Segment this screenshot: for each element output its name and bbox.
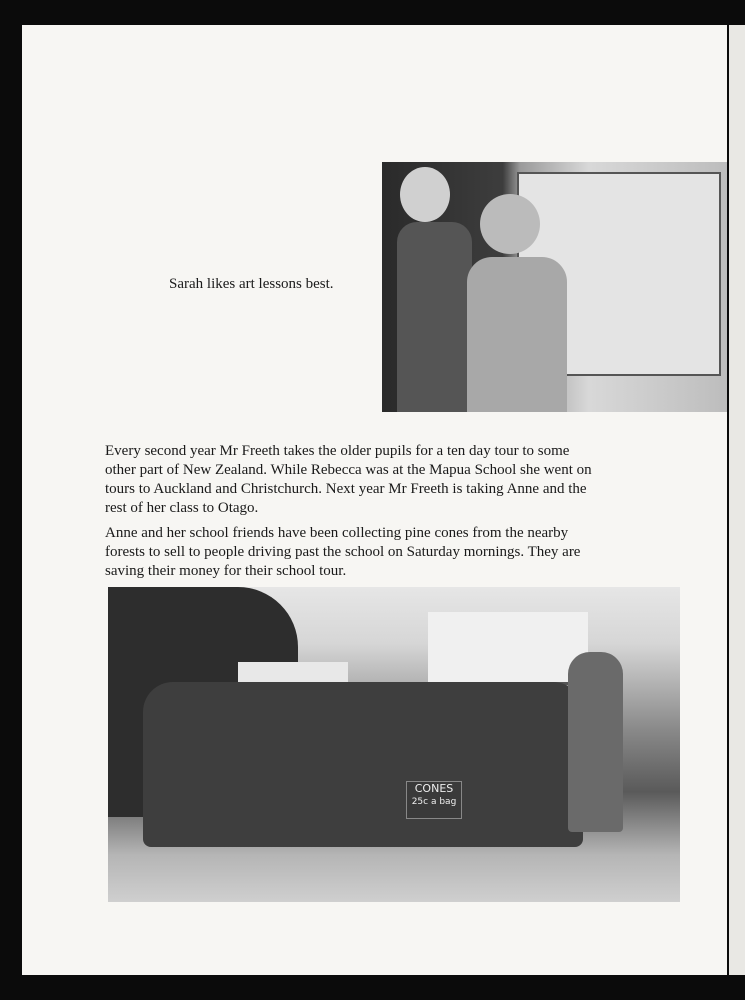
- child-head: [480, 194, 540, 254]
- child-body: [467, 257, 567, 412]
- group-of-children: [143, 682, 583, 847]
- photo-caption: Sarah likes art lessons best.: [169, 276, 334, 292]
- school-building: [428, 612, 588, 685]
- sign-line1: CONES: [414, 782, 454, 795]
- photo-children-painting: [382, 162, 727, 412]
- teacher: [568, 652, 623, 832]
- sign-line2: 25c a bag: [411, 797, 457, 807]
- paragraph: Anne and her school friends have been collecting pine cones from the nearby forests to sell to people driving past the school on Saturday mornings. They are saving their money for their school tour.: [105, 525, 581, 579]
- child-body: [397, 222, 472, 412]
- next-page-edge: [729, 25, 745, 975]
- text-and-photo-column: [105, 442, 685, 902]
- cones-sign: [406, 781, 462, 819]
- photo-children-pine-cones: [108, 587, 680, 902]
- paragraph: Every second year Mr Freeth takes the older pupils for a ten day tour to some other part of New Zealand. While Rebecca was at the Mapua School she went on tours to Auckland and Christchurch. Next year Mr Freeth is taking Anne and the rest of her class to Otago.: [105, 443, 592, 516]
- child-head: [400, 167, 450, 222]
